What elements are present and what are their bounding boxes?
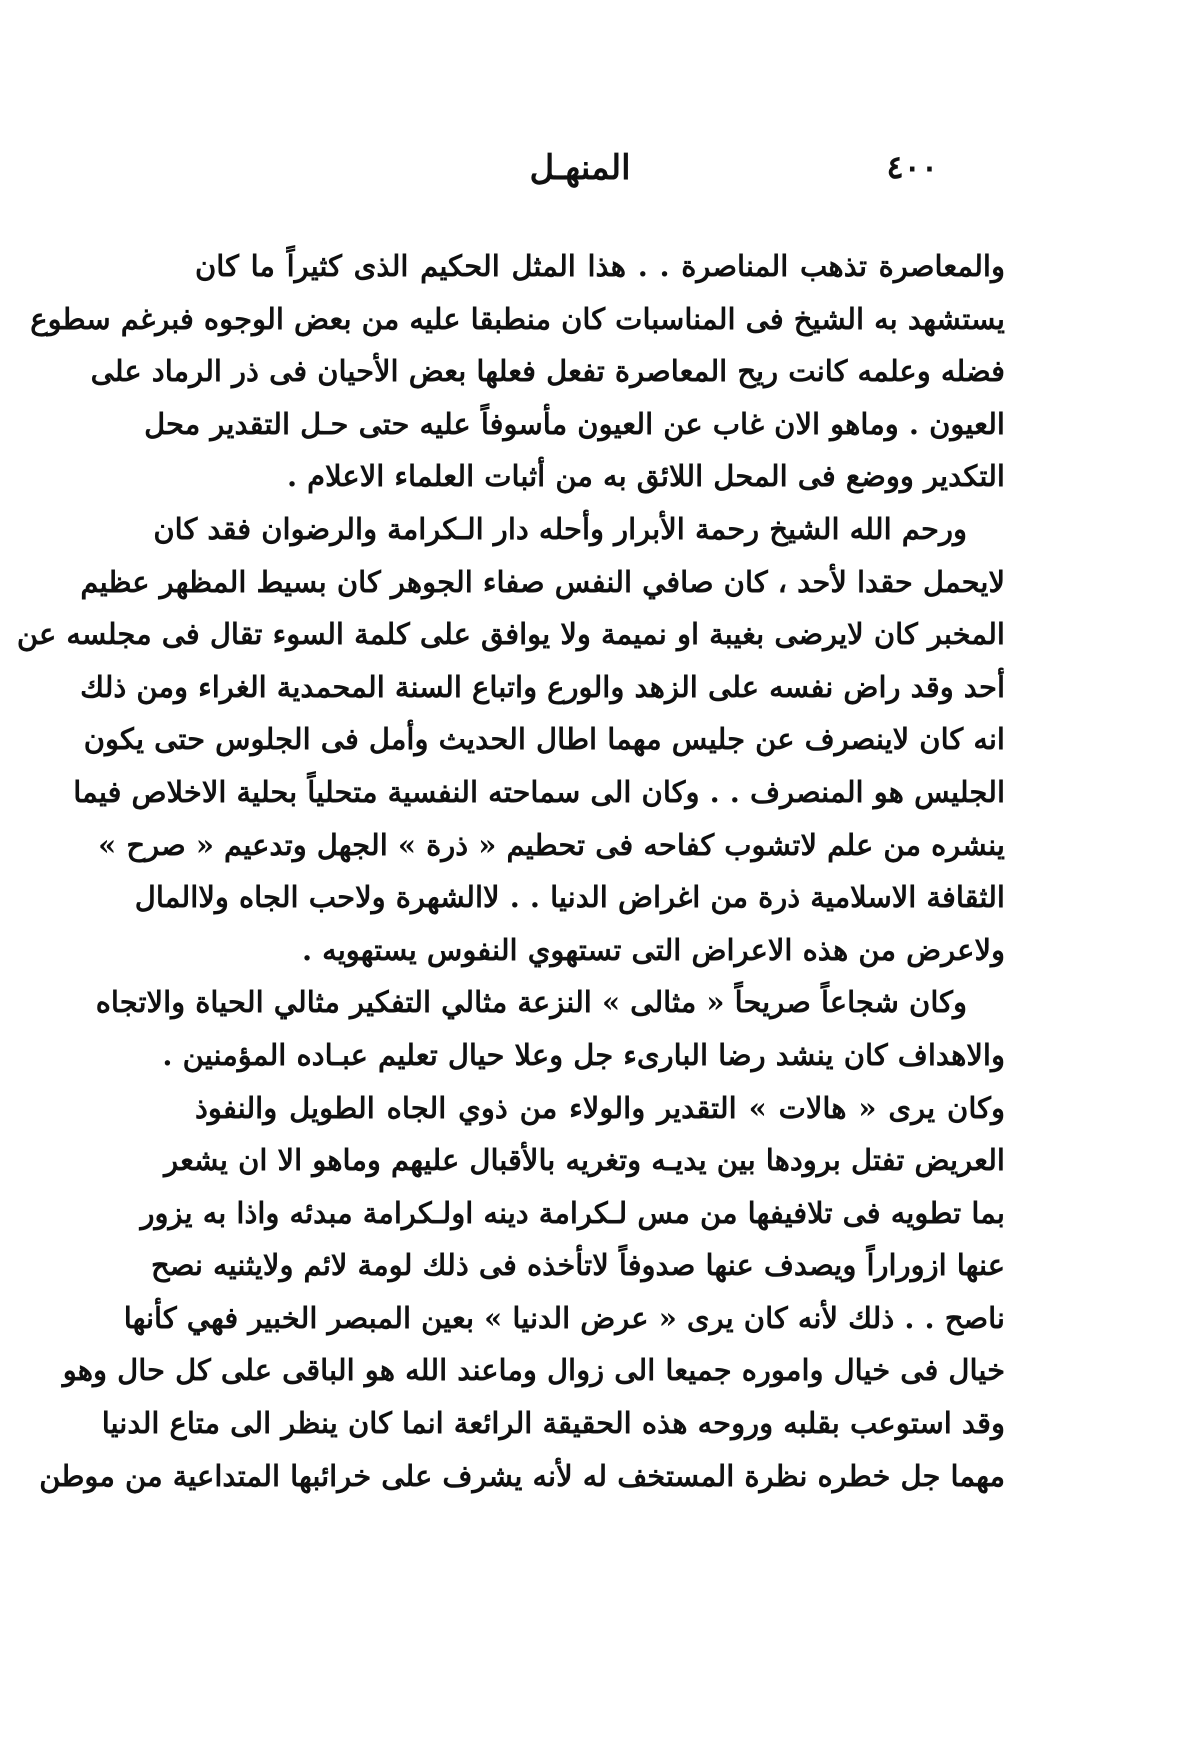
text-line: أحد وقد راض نفسه على الزهد والورع واتباع السنة المحمدية الغراء ومن ذلك bbox=[80, 669, 1005, 704]
text-line: عنها ازوراراً ويصدف عنها صدوفاً لاتأخذه فى ذلك لومة لائم ولايثنيه نصح bbox=[151, 1248, 1005, 1283]
text-line: فضله وعلمه كانت ريح المعاصرة تفعل فعلها بعض الأحيان فى ذر الرماد على bbox=[90, 354, 1005, 389]
text-line: الثقافة الاسلامية ذرة من اغراض الدنيا . . لاالشهرة ولاحب الجاه ولاالمال bbox=[134, 880, 1005, 915]
text-line: ولاعرض من هذه الاعراض التى تستهوي النفوس يستهويه . bbox=[301, 932, 1005, 967]
page-header bbox=[200, 148, 1000, 198]
text-line: وقد استوعب بقلبه وروحه هذه الحقيقة الرائعة انما كان ينظر الى متاع الدنيا bbox=[101, 1406, 1005, 1441]
text-line: مهما جل خطره نظرة المستخف له لأنه يشرف على خرائبها المتداعية من موطن bbox=[39, 1458, 1005, 1493]
text-line: لايحمل حقدا لأحد ، كان صافي النفس صفاء الجوهر كان بسيط المظهر عظيم bbox=[80, 564, 1005, 599]
text-line: ينشره من علم لاتشوب كفاحه فى تحطيم « ذرة » الجهل وتدعيم « صرح » bbox=[98, 827, 1005, 862]
text-line: المخبر كان لايرضى بغيبة او نميمة ولا يوافق على كلمة السوء تقال فى مجلسه عن bbox=[16, 617, 1005, 652]
text-line: الجليس هو المنصرف . . وكان الى سماحته النفسية متحلياً بحلية الاخلاص فيما bbox=[73, 774, 1005, 809]
text-line: يستشهد به الشيخ فى المناسبات كان منطبقا عليه من بعض الوجوه فبرغم سطوع bbox=[30, 301, 1005, 336]
text-line: العريض تفتل برودها بين يديـه وتغريه بالأقبال عليهم وماهو الا ان يشعر bbox=[164, 1143, 1005, 1178]
text-line: وكان شجاعاً صريحاً « مثالى » النزعة مثالي التفكير مثالي الحياة والاتجاه bbox=[95, 985, 967, 1020]
body-text bbox=[16, 240, 1005, 1502]
text-line: انه كان لاينصرف عن جليس مهما اطال الحديث وأمل فى الجلوس حتى يكون bbox=[83, 722, 1005, 757]
text-line: وكان يرى « هالات » التقدير والولاء من ذوي الجاه الطويل والنفوذ bbox=[195, 1090, 1005, 1125]
page-number: ٤٠٠ bbox=[886, 148, 938, 186]
text-line: ورحم الله الشيخ رحمة الأبرار وأحله دار الـكرامة والرضوان فقد كان bbox=[153, 511, 967, 546]
text-line: بما تطويه فى تلافيفها من مس لـكرامة دينه اولـكرامة مبدئه واذا به يزور bbox=[140, 1195, 1005, 1230]
text-line: والمعاصرة تذهب المناصرة . . هذا المثل الحكيم الذى كثيراً ما كان bbox=[195, 249, 1005, 283]
running-title: المنهـل bbox=[529, 148, 631, 188]
text-line: العيون . وماهو الان غاب عن العيون مأسوفاً عليه حتى حـل التقدير محل bbox=[144, 406, 1005, 441]
text-line: والاهداف كان ينشد رضا البارىء جل وعلا حيال تعليم عبـاده المؤمنين . bbox=[162, 1037, 1005, 1072]
text-line: خيال فى خيال واموره جميعا الى زوال وماعند الله هو الباقى على كل حال وهو bbox=[62, 1353, 1005, 1388]
text-line: ناصح . . ذلك لأنه كان يرى « عرض الدنيا » بعين المبصر الخبير فهي كأنها bbox=[123, 1300, 1005, 1335]
text-line: التكدير ووضع فى المحل اللائق به من أثبات العلماء الاعلام . bbox=[286, 459, 1005, 494]
